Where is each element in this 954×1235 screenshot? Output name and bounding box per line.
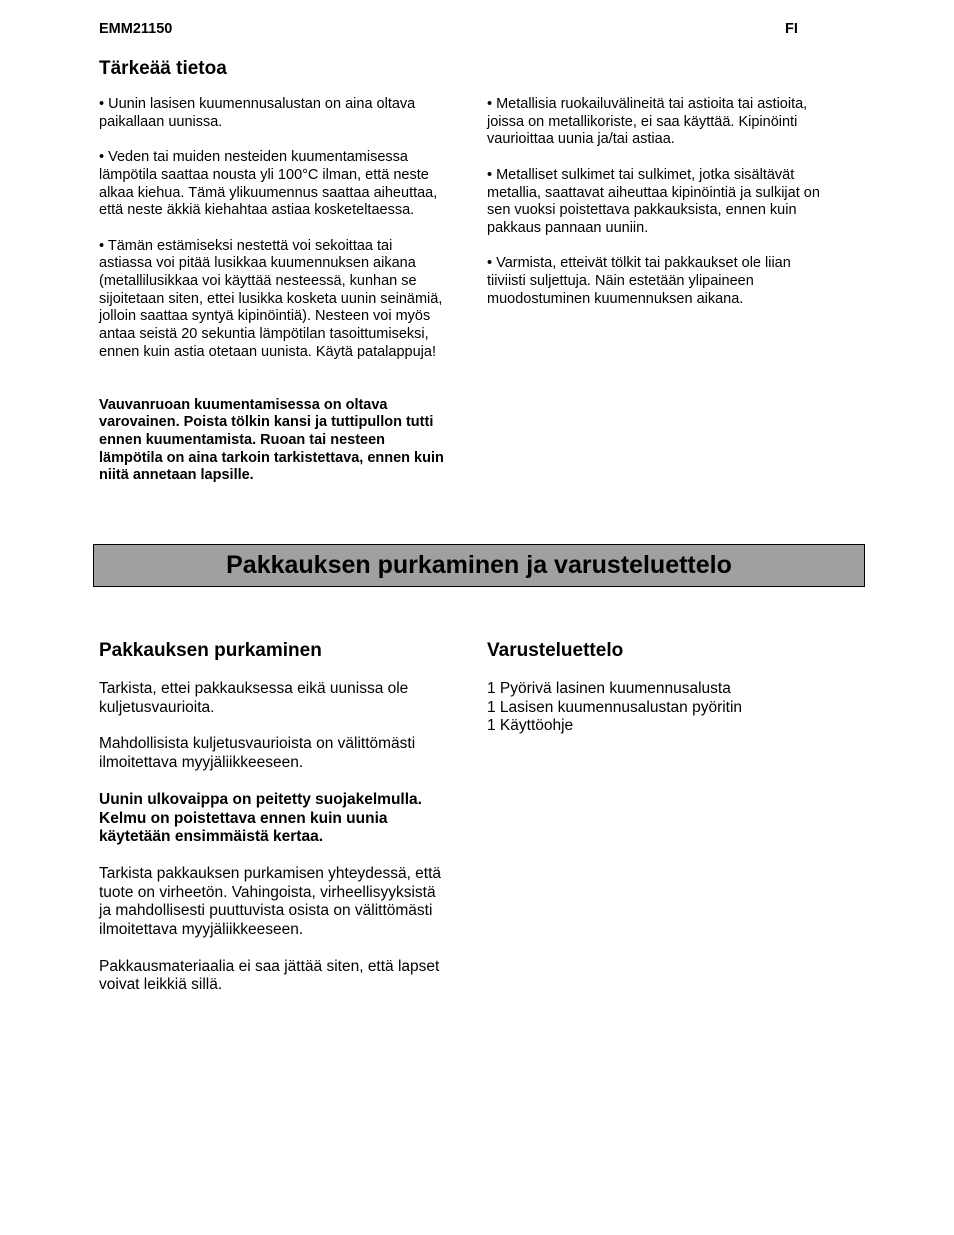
accessory-item: 1 Pyörivä lasinen kuumennusalusta xyxy=(487,680,731,697)
important-paragraph-3: • Tämän estämiseksi nestettä voi sekoittaa tai astiassa voi pitää lusikkaa kuumennuksen aikana (metallilusikkaa voi käyttää nesteessä, kunhan se sijoitetaan siten, ettei lusikka kosketa uunin seinämiä, jolloin saattaa syntyä kipinöintiä). Nesteen voi myös antaa seistä 20 sekuntia lämpötilan tasoittumiseksi, ennen kuin astia otetaan uunista. Käytä patalappuja! xyxy=(99,237,443,360)
important-paragraph-4: • Metallisia ruokailuvälineitä tai astioita tai astioita, joissa on metallikoriste, ei saa käyttää. Kipinöinti vaurioittaa uunia ja/tai astiaa. xyxy=(487,96,808,148)
model-number: EMM21150 xyxy=(99,21,173,37)
important-paragraph-1: • Uunin lasisen kuumennusalustan on aina oltava paikallaan uunissa. xyxy=(99,96,416,130)
important-left-column xyxy=(99,96,479,503)
important-paragraph-2: • Veden tai muiden nesteiden kuumentamisessa lämpötila saattaa nousta yli 100°C ilman, että neste alkaa kiehua. Tämä ylikuumennus saattaa aiheuttaa, että neste äkkiä kiehahtaa astiaa kosketeltaessa. xyxy=(99,149,438,219)
accessory-item: 1 Lasisen kuumennusalustan pyöritin xyxy=(487,698,743,716)
important-right-column xyxy=(487,96,867,326)
accessories-list xyxy=(487,680,742,736)
section-banner xyxy=(93,544,865,587)
important-info-title: Tärkeää tietoa xyxy=(99,58,227,79)
unpacking-column xyxy=(99,680,479,1013)
unpacking-paragraph-5: Pakkausmateriaalia ei saa jättää siten, että lapset voivat leikkiä sillä. xyxy=(99,957,440,994)
unpacking-paragraph-1: Tarkista, ettei pakkauksessa eikä uunissa ole kuljetusvaurioita. xyxy=(99,680,409,716)
unpacking-title: Pakkauksen purkaminen xyxy=(99,640,322,661)
accessories-title: Varusteluettelo xyxy=(487,640,624,661)
unpacking-paragraph-2: Mahdollisista kuljetusvaurioista on välittömästi ilmoitettava myyjäliikkeeseen. xyxy=(99,735,416,772)
important-paragraph-5: • Metalliset sulkimet tai sulkimet, jotka sisältävät metallia, saattavat aiheuttaa kipinöintiä ja sulkijat on sen vuoksi poistettava pakkauksista, ennen kuin pakkaus pannaan uuniin. xyxy=(487,166,820,236)
important-paragraph-6: • Varmista, etteivät tölkit tai pakkaukset ole liian tiiviisti suljettuja. Näin estetään ylipaineen muodostuminen kuumennuksen aikana. xyxy=(487,255,791,307)
section-banner-title: Pakkauksen purkaminen ja varusteluettelo xyxy=(226,551,732,579)
language-code: FI xyxy=(785,21,798,37)
protective-film-warning: Uunin ulkovaippa on peitetty suojakelmulla. Kelmu on poistettava ennen kuin uunia käytetään ensimmäistä kertaa. xyxy=(99,790,422,846)
baby-food-warning: Vauvanruoan kuumentamisessa on oltava varovainen. Poista tölkin kansi ja tuttipullon tutti ennen kuumentamista. Ruoan tai nesteen lämpötila on aina tarkoin tarkistettava, ennen kuin niitä annetaan lapsille. xyxy=(99,396,444,484)
unpacking-paragraph-4: Tarkista pakkauksen purkamisen yhteydessä, että tuote on virheetön. Vahingoista, virheellisyyksistä ja mahdollisesti puuttuvista osista on välittömästi ilmoitettava myyjäliikkeeseen. xyxy=(99,864,442,939)
accessory-item: 1 Käyttöohje xyxy=(487,717,574,734)
